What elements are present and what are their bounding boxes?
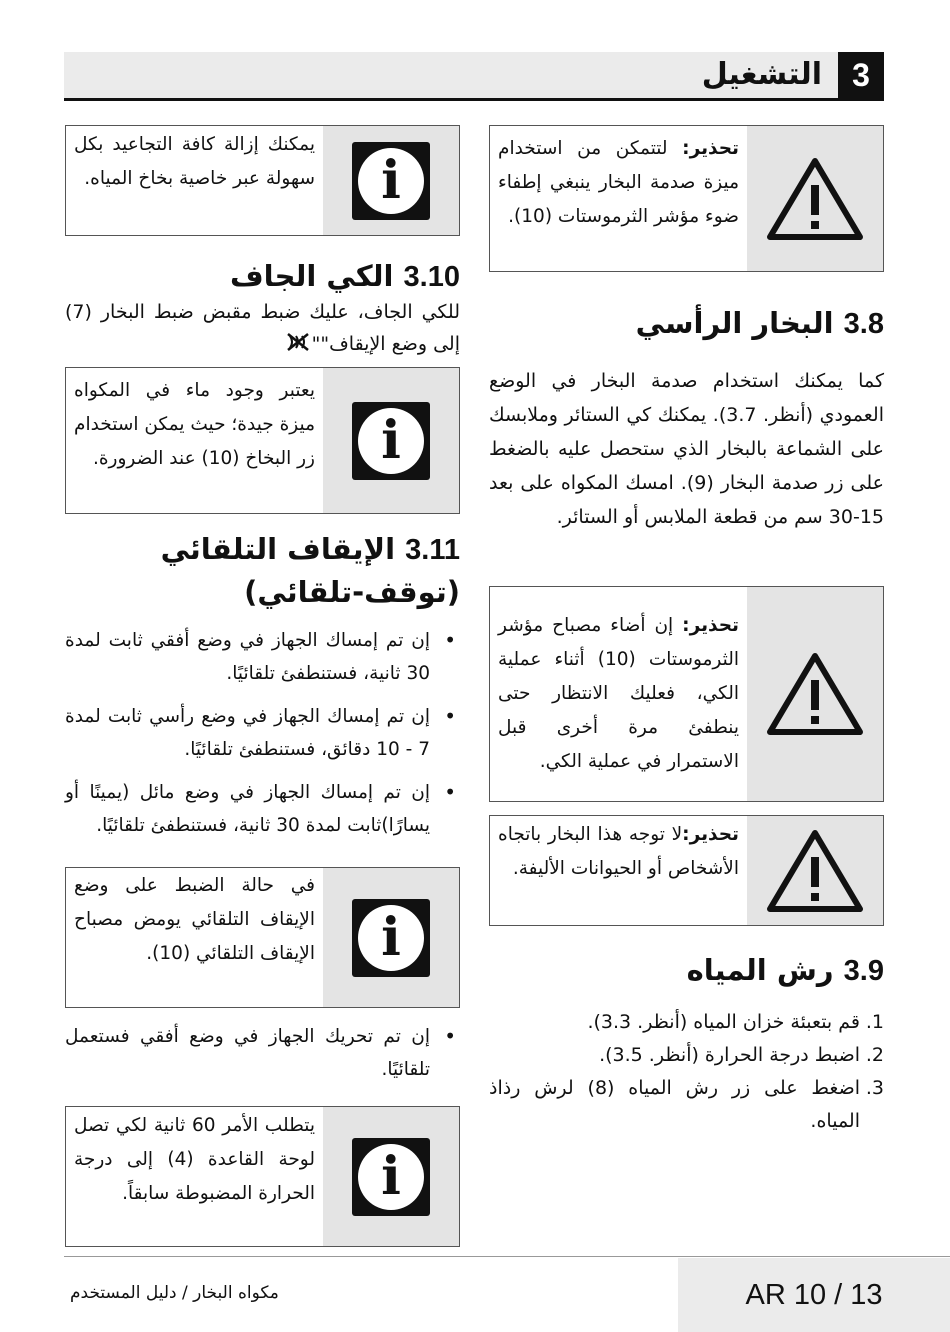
auto-off-bullet-after bbox=[65, 1020, 460, 1096]
warning-box-thermostat bbox=[489, 586, 884, 802]
info-box-auto-off-lamp bbox=[65, 867, 460, 1008]
info-box-heat-up bbox=[65, 1106, 460, 1247]
heading-dry-ironing: 3.10 الكي الجاف bbox=[230, 259, 460, 293]
bullet-item: • إن تم تحريك الجهاز في وضع أفقي فستعمل تلقائيًا. bbox=[65, 1020, 460, 1086]
warning-label: تحذير: bbox=[682, 615, 739, 636]
info-icon: i bbox=[352, 899, 430, 977]
paragraph-dry-ironing: للكي الجاف، عليك ضبط مقبض ضبط البخار (7) إلى وضع الإيقاف"" bbox=[65, 301, 460, 355]
info-box-water bbox=[65, 367, 460, 514]
step-item: 2. اضبط درجة الحرارة (أنظر. 3.5). bbox=[599, 1044, 884, 1066]
warning-box-steam-shot bbox=[489, 125, 884, 272]
warning-label: تحذير: bbox=[682, 824, 739, 845]
footer-page-number: AR 10 / 13 bbox=[678, 1258, 950, 1332]
step-item: 1. قم بتعبئة خزان المياه (أنظر. 3.3). bbox=[587, 1011, 884, 1033]
warning-triangle-icon bbox=[765, 827, 865, 915]
footer-document-title: مكواه البخار / دليل المستخدم bbox=[70, 1283, 279, 1303]
info-text: يتطلب الأمر 60 ثانية لكي تصل لوحة القاعدة (4) إلى درجة الحرارة المضبوطة سابقاً. bbox=[74, 1115, 315, 1204]
warning-box-direction bbox=[489, 815, 884, 926]
warning-text: تحذير: لتتمكن من استخدام ميزة صدمة البخار ينبغي إطفاء ضوء مؤشر الثرموستات (10). bbox=[498, 138, 739, 227]
section-title: التشغيل bbox=[701, 57, 822, 92]
heading-vertical-steam: 3.8 البخار الرأسي bbox=[635, 306, 884, 340]
bullet-item: • إن تم إمساك الجهاز في وضع أفقي ثابت لمدة 30 ثانية، فستنطفئ تلقائيًا. bbox=[65, 624, 460, 690]
warning-triangle-icon bbox=[765, 155, 865, 243]
heading-auto-off: 3.11 الإيقاف التلقائي (توقف-تلقائي) bbox=[160, 532, 460, 609]
info-text: يعتبر وجود ماء في المكواه ميزة جيدة؛ حيث يمكن استخدام زر البخاخ (10) عند الضرورة. bbox=[73, 380, 315, 469]
heading-water-spray: 3.9 رش المياه bbox=[686, 953, 884, 987]
info-box-wrinkles bbox=[65, 125, 460, 236]
bullet-item: • إن تم إمساك الجهاز في وضع رأسي ثابت لمدة 7 - 10 دقائق، فستنطفئ تلقائيًا. bbox=[65, 700, 460, 766]
step-item: 3. اضغط على زر رش المياه (8) لرش رذاذ المياه. bbox=[489, 1077, 884, 1132]
info-icon: i bbox=[352, 142, 430, 220]
water-spray-steps bbox=[489, 1006, 884, 1138]
bullet-item: • إن تم إمساك الجهاز في وضع مائل (يمينًا أو يسارًا)ثابت لمدة 30 ثانية، فستنطفئ تلقائيًا. bbox=[65, 776, 460, 842]
footer-divider bbox=[64, 1256, 950, 1257]
header-divider bbox=[64, 98, 884, 101]
info-icon: i bbox=[352, 402, 430, 480]
warning-triangle-icon bbox=[765, 650, 865, 738]
warning-text: تحذير:لا توجه هذا البخار باتجاه الأشخاص أو الحيوانات الأليفة. bbox=[498, 824, 739, 879]
info-text: في حالة الضبط على وضع الإيقاف التلقائي يومض مصباح الإيقاف التلقائي (10). bbox=[74, 875, 315, 964]
auto-off-bullets bbox=[65, 624, 460, 852]
warning-label: تحذير: bbox=[682, 138, 739, 159]
paragraph-vertical-steam: كما يمكنك استخدام صدمة البخار في الوضع العمودي (أنظر. 3.7). يمكنك كي الستائر وملابسك على الشماعة بالبخار الذي ستحصل عليه بالضغط على زر صدمة البخار (9). امسك المكواه على بعد 15-30 سم من قطعة الملابس أو الستائر. bbox=[489, 370, 884, 528]
info-text: يمكنك إزالة كافة التجاعيد بكل سهولة عبر خاصية بخاخ المياه. bbox=[74, 134, 315, 189]
section-number-badge: 3 bbox=[838, 52, 884, 98]
steam-off-icon bbox=[286, 332, 310, 352]
info-icon: i bbox=[352, 1138, 430, 1216]
warning-text: تحذير: إن أضاء مصباح مؤشر الثرموستات (10) أثناء عملية الكي، فعليك الانتظار حتى ينطفئ مرة أخرى قبل الاستمرار في عملية الكي. bbox=[498, 615, 739, 772]
